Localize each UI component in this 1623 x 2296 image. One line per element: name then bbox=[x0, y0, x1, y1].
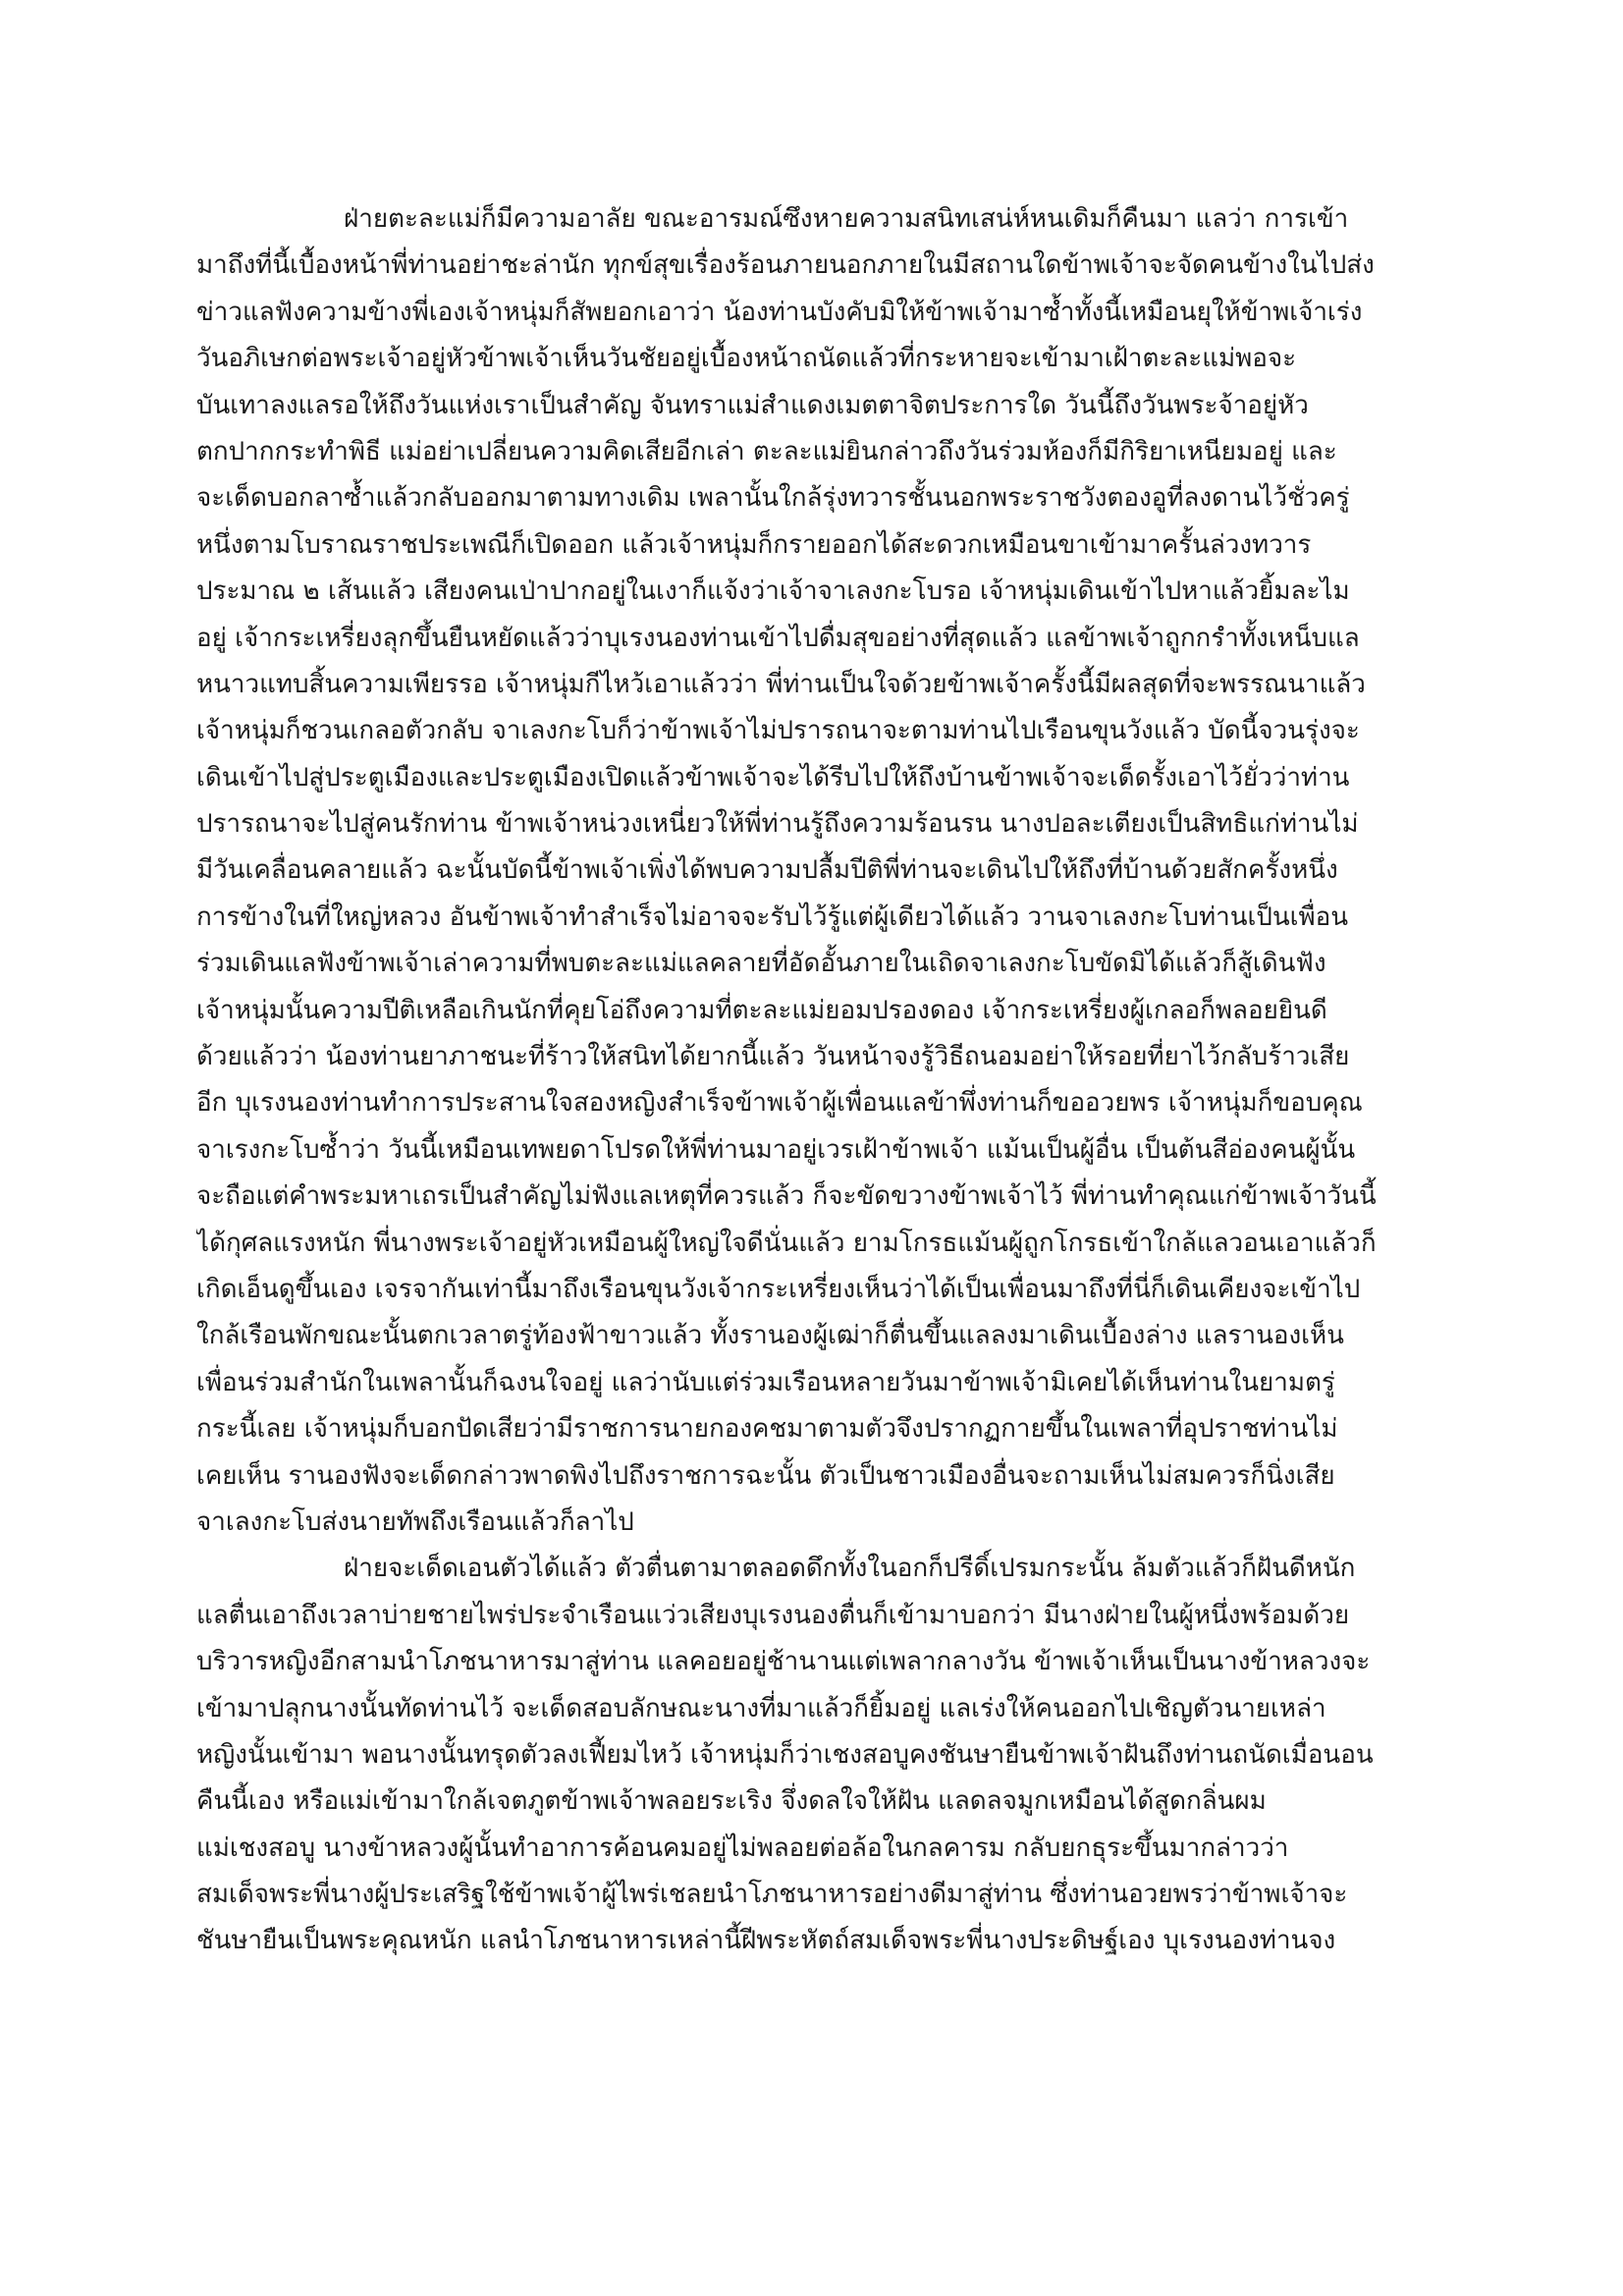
text-line: เพื่อนร่วมสำนักในเพลานั้นก็ฉงนใจอยู่ แลว่านับแต่ร่วมเรือนหลายวันมาข้าพเจ้ามิเคยได้เห็นท่านในยามตรู่ bbox=[196, 1367, 1335, 1397]
text-line: แลตื่นเอาถึงเวลาบ่ายชายไพร่ประจำเรือนแว่วเสียงบุเรงนองตื่นก็เข้ามาบอกว่า มีนางฝ่ายในผู้หนึ่งพร้อมด้วย bbox=[196, 1600, 1350, 1630]
text-line: มีวันเคลื่อนคลายแล้ว ฉะนั้นบัดนี้ข้าพเจ้าเพิ่งได้พบความปลื้มปีติพี่ท่านจะเดินไปให้ถึงที่บ้านด้วยสักครั้งหนึ่ง bbox=[196, 855, 1338, 886]
text-line: วันอภิเษกต่อพระเจ้าอยู่หัวข้าพเจ้าเห็นวันชัยอยู่เบื้องหน้าถนัดแล้วที่กระหายจะเข้ามาเฝ้าตะละแม่พอจะ bbox=[196, 344, 1297, 374]
text-line: ได้กุศลแรงหนัก พี่นางพระเจ้าอยู่หัวเหมือนผู้ใหญ่ใจดีนั่นแล้ว ยามโกรธแม้นผู้ถูกโกรธเข้าใกล้แลวอนเอาแล้วก็ bbox=[196, 1228, 1377, 1258]
text-line: กระนี้เลย เจ้าหนุ่มก็บอกปัดเสียว่ามีราชการนายกองคชมาตามตัวจึงปรากฏกายขึ้นในเพลาที่อุปราชท่านไม่ bbox=[196, 1414, 1338, 1445]
text-line: จาเลงกะโบส่งนายทัพถึงเรือนแล้วก็ลาไป bbox=[196, 1506, 634, 1537]
text-line: ใกล้เรือนพักขณะนั้นตกเวลาตรู่ท้องฟ้าขาวแล้ว ทั้งรานองผู้เฒ่าก็ตื่นขึ้นแลลงมาเดินเบื้องล่าง แลรานองเห็น bbox=[196, 1321, 1344, 1351]
paragraph-1 bbox=[196, 196, 1434, 1546]
text-line: เข้ามาปลุกนางนั้นทัดท่านไว้ จะเด็ดสอบลักษณะนางที่มาแล้วก็ยิ้มอยู่ แลเร่งให้คนออกไปเชิญตัวนายเหล่า bbox=[196, 1693, 1326, 1723]
text-line: การข้างในที่ใหญ่หลวง อันข้าพเจ้าทำสำเร็จไม่อาจจะรับไว้รู้แต่ผู้เดียวได้แล้ว วานจาเลงกะโบท่านเป็นเพื่อน bbox=[196, 902, 1349, 932]
text-line: ด้วยแล้วว่า น้องท่านยาภาชนะที่ร้าวให้สนิทได้ยากนี้แล้ว วันหน้าจงรู้วิธีถนอมอย่าให้รอยที่ยาไว้กลับร้าวเสีย bbox=[196, 1042, 1350, 1072]
text-line: แม่เชงสอบู นางข้าหลวงผู้นั้นทำอาการค้อนคมอยู่ไม่พลอยต่อล้อในกลคารม กลับยกธุระขึ้นมากล่าวว่า bbox=[196, 1832, 1289, 1863]
text-line: ปรารถนาจะไปสู่คนรักท่าน ข้าพเจ้าหน่วงเหนี่ยวให้พี่ท่านรู้ถึงความร้อนรน นางปอละเตียงเป็นสิทธิแก่ท่านไม่ bbox=[196, 809, 1359, 840]
paragraph-2 bbox=[196, 1546, 1434, 1965]
text-line: มาถึงที่นี้เบื้องหน้าพี่ท่านอย่าชะล่านัก ทุกข์สุขเรื่องร้อนภายนอกภายในมีสถานใดข้าพเจ้าจะจัดคนข้างในไปส่ง bbox=[196, 250, 1375, 281]
text-line: เกิดเอ็นดูขึ้นเอง เจรจากันเท่านี้มาถึงเรือนขุนวังเจ้ากระเหรี่ยงเห็นว่าได้เป็นเพื่อนมาถึงที่นี่ก็เดินเคียงจะเข้าไป bbox=[196, 1274, 1361, 1304]
document-body bbox=[196, 196, 1434, 1965]
text-line: อีก บุเรงนองท่านทำการประสานใจสองหญิงสำเร็จข้าพเจ้าผู้เพื่อนแลข้าพึ่งท่านก็ขออวยพร เจ้าหนุ่มก็ขอบคุณ bbox=[196, 1088, 1363, 1119]
text-line: ชันษายืนเป็นพระคุณหนัก แลนำโภชนาหารเหล่านี้ฝีพระหัตถ์สมเด็จพระพี่นางประดิษฐ์เอง บุเรงนองท่านจง bbox=[196, 1926, 1336, 1956]
text-line: บริวารหญิงอีกสามนำโภชนาหารมาสู่ท่าน แลคอยอยู่ช้านานแต่เพลากลางวัน ข้าพเจ้าเห็นเป็นนางข้าหลวงจะ bbox=[196, 1647, 1371, 1677]
text-line: ฝ่ายจะเด็ดเอนตัวได้แล้ว ตัวตื่นตามาตลอดดึกทั้งในอกก็ปรีดิ์เปรมกระนั้น ล้มตัวแล้วก็ฝันดีหนัก bbox=[344, 1554, 1356, 1584]
text-line: ตกปากกระทำพิธี แม่อย่าเปลี่ยนความคิดเสียอีกเล่า ตะละแม่ยินกล่าวถึงวันร่วมห้องก็มีกิริยาเหนียมอยู่ และ bbox=[196, 436, 1337, 466]
text-line: จะถือแต่คำพระมหาเถรเป็นสำคัญไม่ฟังแลเหตุที่ควรแล้ว ก็จะขัดขวางข้าพเจ้าไว้ พี่ท่านทำคุณแก่ข้าพเจ้าวันนี้ bbox=[196, 1181, 1377, 1212]
text-line: เจ้าหนุ่มนั้นความปีติเหลือเกินนักที่คุยโอ่ถึงความที่ตะละแม่ยอมปรองดอง เจ้ากระเหรี่ยงผู้เกลอก็พลอยยินดี bbox=[196, 995, 1327, 1025]
text-line: ประมาณ ๒ เส้นแล้ว เสียงคนเป่าปากอยู่ในเงาก็แจ้งว่าเจ้าจาเลงกะโบรอ เจ้าหนุ่มเดินเข้าไปหาแล้วยิ้มละไม bbox=[196, 576, 1350, 607]
text-line: เจ้าหนุ่มก็ชวนเกลอตัวกลับ จาเลงกะโบก็ว่าข้าพเจ้าไม่ปรารถนาจะตามท่านไปเรือนขุนวังแล้ว บัดนี้จวนรุ่งจะ bbox=[196, 716, 1360, 746]
text-line: สมเด็จพระพี่นางผู้ประเสริฐใช้ข้าพเจ้าผู้ไพร่เชลยนำโภชนาหารอย่างดีมาสู่ท่าน ซึ่งท่านอวยพรว่าข้าพเจ้าจะ bbox=[196, 1880, 1348, 1910]
text-line: อยู่ เจ้ากระเหรี่ยงลุกขึ้นยืนหยัดแล้วว่าบุเรงนองท่านเข้าไปดื่มสุขอย่างที่สุดแล้ว แลข้าพเจ้าถูกกรำทั้งเหน็บแล bbox=[196, 623, 1360, 653]
text-line: เดินเข้าไปสู่ประตูเมืองและประตูเมืองเปิดแล้วข้าพเจ้าจะได้รีบไปให้ถึงบ้านข้าพเจ้าจะเด็ดรั้งเอาไว้ยั่วว่าท่าน bbox=[196, 762, 1350, 793]
text-line: ฝ่ายตะละแม่ก็มีความอาลัย ขณะอารมณ์ซึงหายความสนิทเสน่ห์หนเดิมก็คืนมา แลว่า การเข้า bbox=[344, 204, 1349, 234]
text-line: หญิงนั้นเข้ามา พอนางนั้นทรุดตัวลงเฟี้ยมไหว้ เจ้าหนุ่มก็ว่าเชงสอบูคงชันษายืนข้าพเจ้าฝันถึงท่านถนัดเมื่อนอน bbox=[196, 1739, 1374, 1770]
text-line: หนึ่งตามโบราณราชประเพณีก็เปิดออก แล้วเจ้าหนุ่มก็กรายออกได้สะดวกเหมือนขาเข้ามาครั้นล่วงทวาร bbox=[196, 529, 1312, 560]
text-line: เคยเห็น รานองฟังจะเด็ดกล่าวพาดพิงไปถึงราชการฉะนั้น ตัวเป็นชาวเมืองอื่นจะถามเห็นไม่สมควรก็นิ่งเสีย bbox=[196, 1460, 1335, 1491]
text-line: จาเรงกะโบซ้ำว่า วันนี้เหมือนเทพยดาโปรดให้พี่ท่านมาอยู่เวรเฝ้าข้าพเจ้า แม้นเป็นผู้อื่น เป็นต้นสีอ่องคนผู้นั้น bbox=[196, 1134, 1356, 1165]
text-line: หนาวแทบสิ้นความเพียรรอ เจ้าหนุ่มกีไหว้เอาแล้วว่า พี่ท่านเป็นใจด้วยข้าพเจ้าครั้งนี้มีผลสุดที่จะพรรณนาแล้ว bbox=[196, 669, 1366, 699]
text-line: บันเทาลงแลรอให้ถึงวันแห่งเราเป็นสำคัญ จันทราแม่สำแดงเมตตาจิตประการใด วันนี้ถึงวันพระจ้าอยู่หัว bbox=[196, 390, 1309, 420]
text-line: ร่วมเดินแลฟังข้าพเจ้าเล่าความที่พบตะละแม่แลคลายที่อัดอั้นภายในเถิดจาเลงกะโบขัดมิได้แล้วก็สู้เดินฟัง bbox=[196, 949, 1326, 979]
text-line: คืนนี้เอง หรือแม่เข้ามาใกล้เจตภูตข้าพเจ้าพลอยระเริง จึ่งดลใจให้ฝัน แลดลจมูกเหมือนได้สูดกลิ่นผม bbox=[196, 1786, 1267, 1817]
text-line: ข่าวแลฟังความข้างพี่เองเจ้าหนุ่มก็สัพยอกเอาว่า น้องท่านบังคับมิให้ข้าพเจ้ามาซ้ำทั้งนี้เหมือนยุให้ข้าพเจ้าเร่ง bbox=[196, 297, 1363, 327]
text-line: จะเด็ดบอกลาซ้ำแล้วกลับออกมาตามทางเดิม เพลานั้นใกล้รุ่งทวารชั้นนอกพระราชวังตองอูที่ลงดานไว้ชั่วครู่ bbox=[196, 483, 1350, 514]
